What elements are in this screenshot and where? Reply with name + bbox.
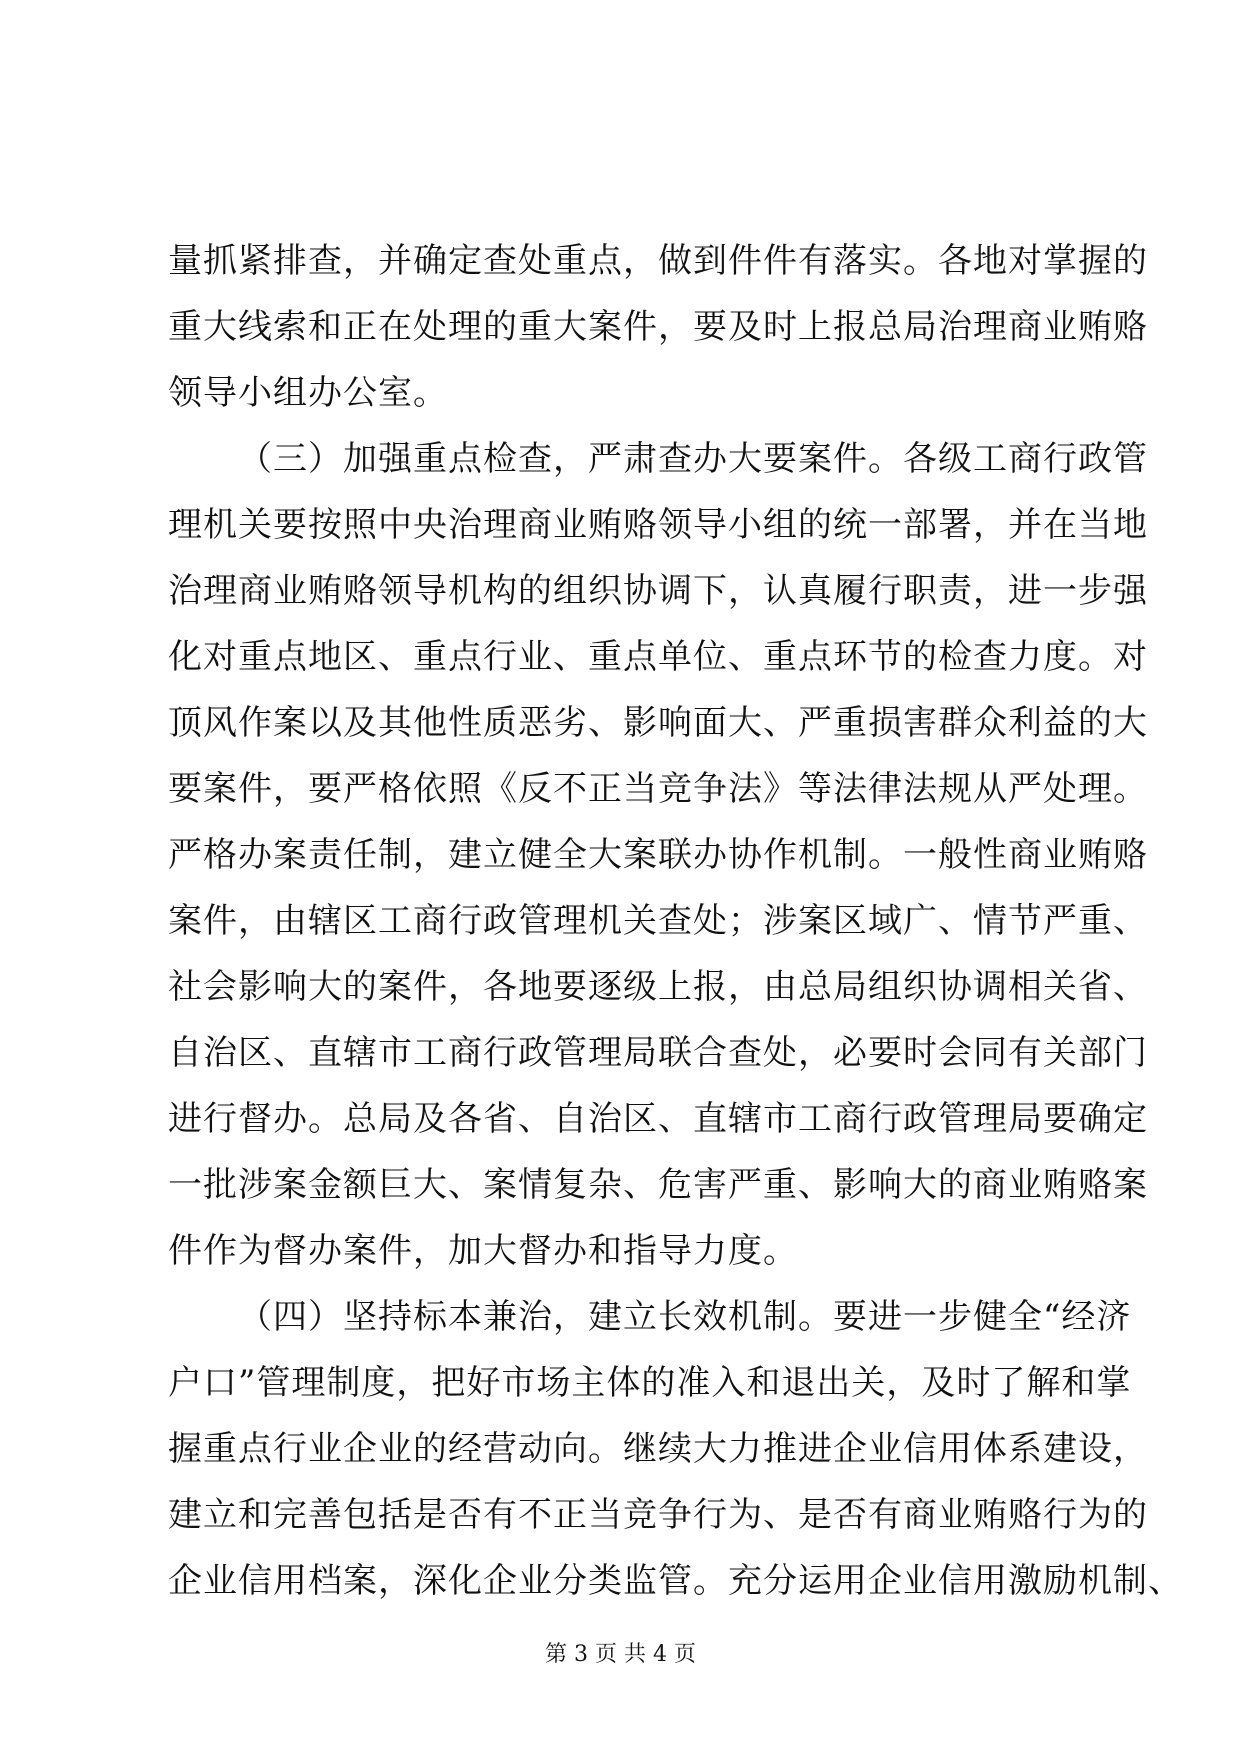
text-line: 进行督办。总局及各省、自治区、直辖市工商行政管理局要确定 [168,1099,1148,1139]
text-line: 化对重点地区、重点行业、重点单位、重点环节的检查力度。对 [168,637,1148,677]
text-line: 建立和完善包括是否有不正当竞争行为、是否有商业贿赂行为的 [168,1495,1148,1535]
text-line: 户口”管理制度，把好市场主体的准入和退出关，及时了解和掌 [168,1363,1132,1403]
paragraph-heading-line: （三）加强重点检查，严肃查办大要案件。各级工商行政管 [238,439,1148,479]
text-line: 理机关要按照中央治理商业贿赂领导小组的统一部署，并在当地 [168,505,1148,545]
text-line: 案件，由辖区工商行政管理机关查处；涉案区域广、情节严重、 [168,901,1148,941]
text-line: 要案件，要严格依照《反不正当竞争法》等法律法规从严处理。 [168,769,1148,809]
text-line: 量抓紧排查，并确定查处重点，做到件件有落实。各地对掌握的 [168,241,1148,281]
text-line: 件作为督办案件，加大督办和指导力度。 [168,1231,798,1271]
text-line: 握重点行业企业的经营动向。继续大力推进企业信用体系建设， [168,1429,1148,1469]
document-body [168,228,1183,1614]
paragraph-heading-line: （四）坚持标本兼治，建立长效机制。要进一步健全“经济 [238,1297,1132,1337]
text-line: 重大线索和正在处理的重大案件，要及时上报总局治理商业贿赂 [168,307,1148,347]
text-line: 一批涉案金额巨大、案情复杂、危害严重、影响大的商业贿赂案 [168,1165,1148,1205]
text-line: 社会影响大的案件，各地要逐级上报，由总局组织协调相关省、 [168,967,1148,1007]
text-line: 严格办案责任制，建立健全大案联办协作机制。一般性商业贿赂 [168,835,1148,875]
text-line: 顶风作案以及其他性质恶劣、影响面大、严重损害群众利益的大 [168,703,1148,743]
page-number-footer: 第 3 页 共 4 页 [545,1642,696,1667]
text-line: 治理商业贿赂领导机构的组织协调下，认真履行职责，进一步强 [168,571,1148,611]
text-line: 领导小组办公室。 [168,373,448,413]
text-line: 企业信用档案，深化企业分类监管。充分运用企业信用激励机制、 [168,1561,1183,1601]
text-line: 自治区、直辖市工商行政管理局联合查处，必要时会同有关部门 [168,1033,1148,1073]
